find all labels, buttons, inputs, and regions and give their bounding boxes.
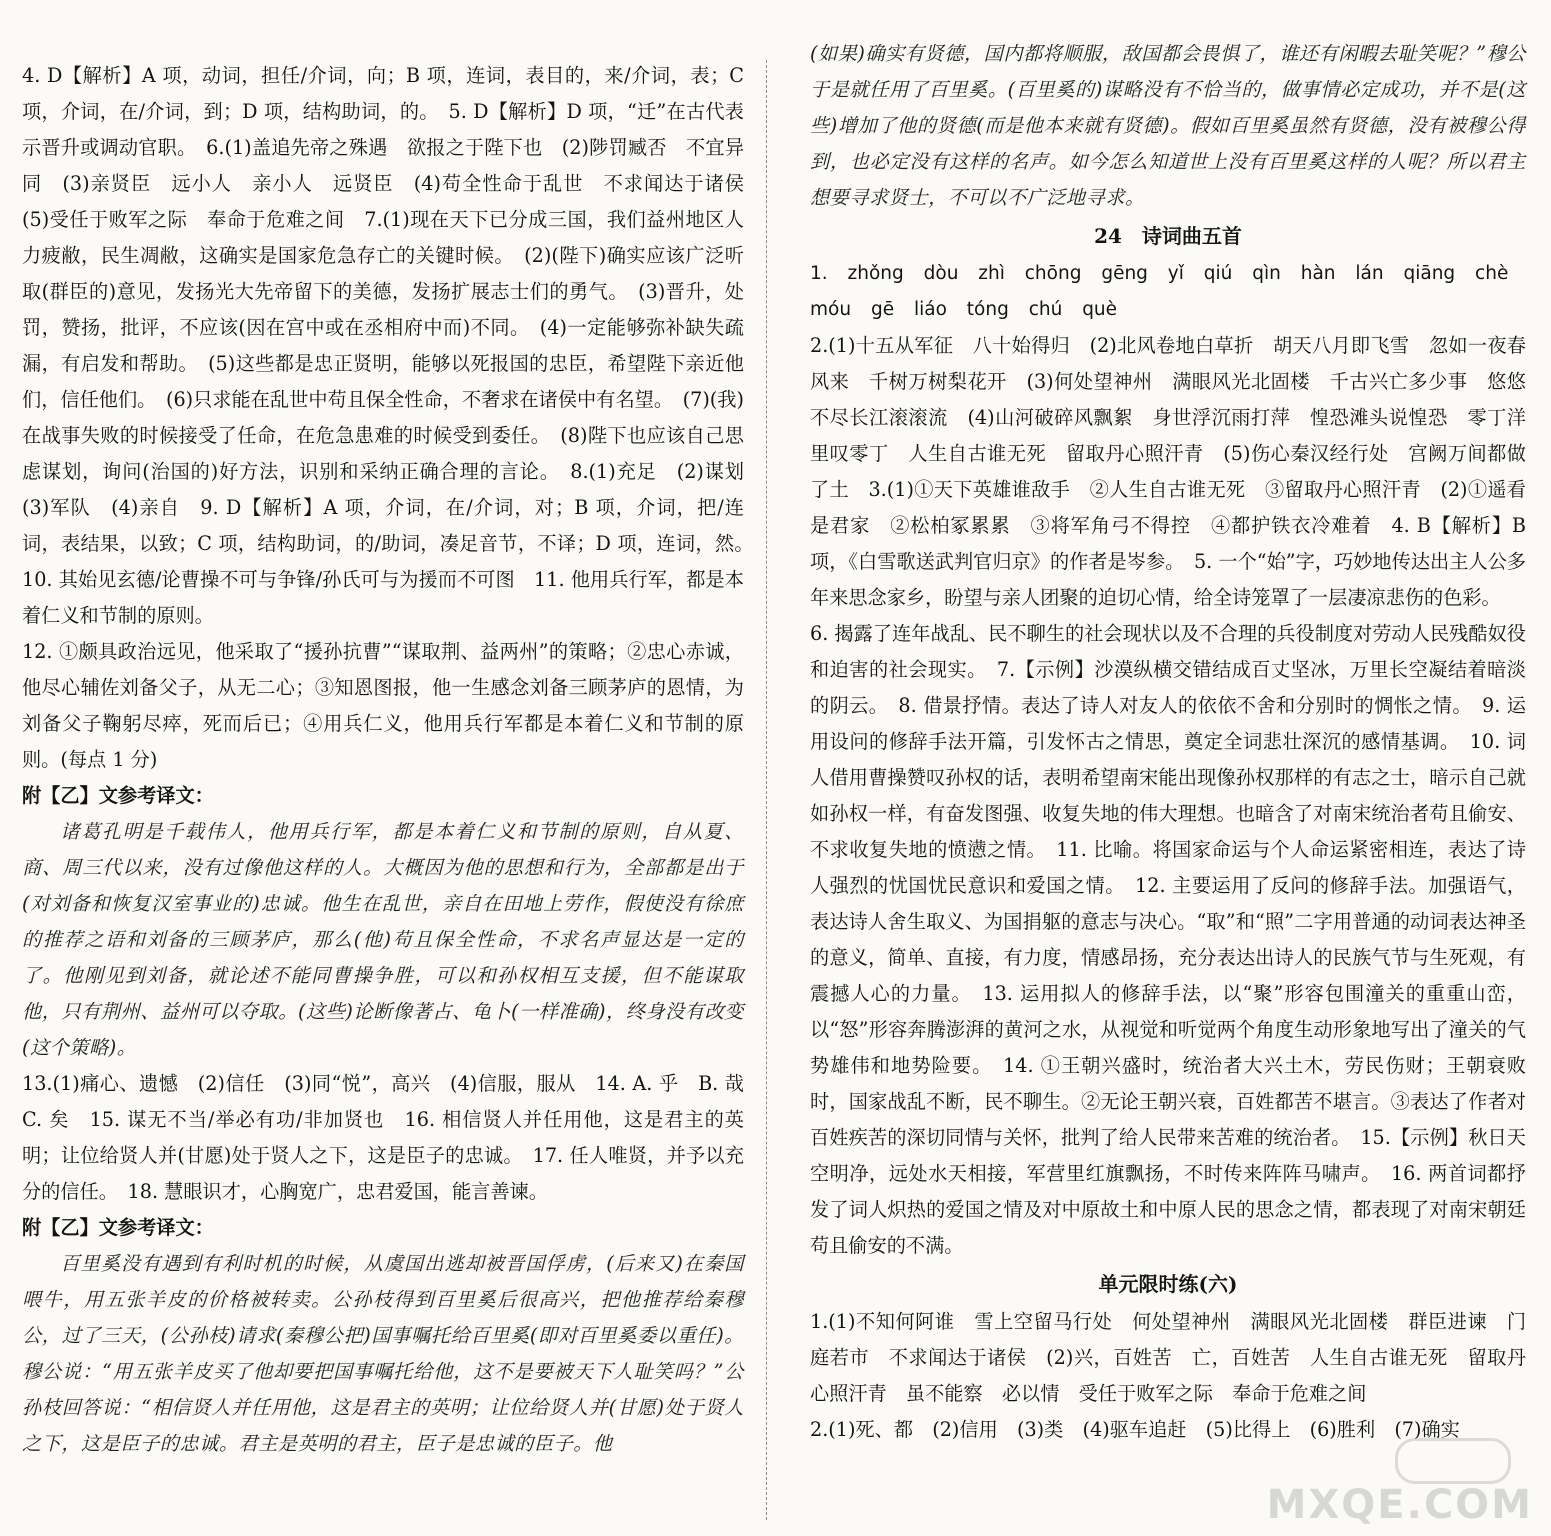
answer-block: 2.(1)十五从军征 八十始得归 (2)北风卷地白草折 胡天八月即飞雪 忽如一夜春风来 千树万树梨花开 (3)何处望神州 满眼风光北固楼 千古兴亡多少事 悠悠 不尽长江滚滚流 (4)山河破碎风飘絮 身世浮沉雨打萍 惶恐滩头说惶恐 零丁洋里叹零丁 人生自古谁无死 留取丹心照汗青 (5)伤心秦汉经行处 宫阙万间都做了土 3.(1)①天下英雄谁敌手 ②人生自古谁无死 ③留取丹心照汗青 (2)①遥看是君家 ②松柏冢累累 ③将军角弓不得控 ④都护铁衣冷难着 4. B【解析】B 项，《白雪歌送武判官归京》的作者是岑参。 5. 一个“始”字，巧妙地传达出主人公多年来思念家乡，盼望与亲人团聚的迫切心情，给全诗笼罩了一层凄凉悲伤的色彩。 [810, 334, 1546, 609]
answer-block: 4. D【解析】A 项，动词，担任/介词，向；B 项，连词，表目的，来/介词，表；C 项，介词，在/介词，到；D 项，结构助词，的。 5. D【解析】D 项，“迁”在古代表示晋升或调动官职。 6.(1)盖追先帝之殊遇 欲报之于陛下也 (2)陟罚臧否 不宜异同 (3)亲贤臣 远小人 亲小人 远贤臣 (4)苟全性命于乱世 不求闻达于诸侯 (5)受任于败军之际 奉命于危难之间 7.(1)现在天下已分成三国，我们益州地区人力疲敝，民生凋敝，这确实是国家危急存亡的关键时候。 (2)(陛下)确实应该广泛听取(群臣的)意见，发扬光大先帝留下的美德，发扬扩展志士们的勇气。 (3)晋升，处罚，赞扬，批评，不应该(因在宫中或在丞相府中而)不同。 (4)一定能够弥补缺失疏漏，有启发和帮助。 (5)这些都是忠正贤明，能够以死报国的忠臣，希望陛下亲近他们，信任他们。 (6)只求能在乱世中苟且保全性命，不奢求在诸侯中有名望。 (7)(我)在战事失败的时候接受了任命，在危急患难的时候受到委任。 (8)陛下也应该自己思虑谋划，询问(治国的)好方法，识别和采纳正确合理的言论。 8.(1)充足 (2)谋划 (3)军队 (4)亲自 9. D【解析】A 项，介词，在/介词，对；B 项，介词，把/连词，表结果，以致；C 项，结构助词，的/助词，凑足音节，不译；D 项，连词，然。 10. 其始见玄德/论曹操不可与争锋/孙氏可与为援而不可图 11. 他用兵行军，都是本着仁义和节制的原则。 [22, 64, 764, 627]
left-column [22, 58, 764, 1462]
answer-block: 13.(1)痛心、遗憾 (2)信任 (3)同“悦”，高兴 (4)信服，服从 14. A. 乎 B. 哉 C. 矣 15. 谋无不当/举必有功/非加贤也 16. 相信贤人并任用他，这是君主的英明；让位给贤人并(甘愿)处于贤人之下，这是臣子的忠诚。 17. 任人唯贤，并予以充分的信任。 18. 慧眼识才，心胸宽广，忠君爱国，能言善谏。 [22, 1072, 764, 1203]
translation-text: 百里奚没有遇到有利时机的时候，从虞国出逃却被晋国俘虏，(后来又)在秦国喂牛，用五张羊皮的价格被转卖。公孙枝得到百里奚后很高兴，把他推荐给秦穆公，过了三天，(公孙枝)请求(秦穆公把)国事嘱托给百里奚(即对百里奚委以重任)。穆公说：“用五张羊皮买了他却要把国事嘱托给他，这不是要被天下人耻笑吗？”公孙枝回答说：“相信贤人并任用他，这是君主的英明；让位给贤人并(甘愿)处于贤人之下，这是臣子的忠诚。君主是英明的君主，臣子是忠诚的臣子。他 [22, 1252, 744, 1455]
column-divider [766, 60, 767, 1520]
translation-continued: (如果)确实有贤德，国内都将顺服，敌国都会畏惧了，谁还有闲暇去耻笑呢？”穆公于是就任用了百里奚。(百里奚的)谋略没有不恰当的，做事情必定成功，并不是(这些)增加了他的贤德(而是他本来就有贤德)。假如百里奚虽然有贤德，没有被穆公得到，也必定没有这样的名声。如今怎么知道世上没有百里奚这样的人呢？所以君主想要寻求贤士，不可以不广泛地寻求。 [810, 42, 1526, 209]
pinyin-line: 1. zhǒng dòu zhì chōng gēng yǐ qiú qìn hàn lán qiāng chè [810, 263, 1509, 284]
watermark-badge [1395, 1438, 1511, 1484]
answer-block: 12. ①颇具政治远见，他采取了“援孙抗曹”“谋取荆、益两州”的策略；②忠心赤诚，他尽心辅佐刘备父子，从无二心；③知恩图报，他一生感念刘备三顾茅庐的恩情，为刘备父子鞠躬尽瘁，死而后已；④用兵仁义，他用兵行军都是本着仁义和节制的原则。(每点 1 分) [22, 640, 744, 771]
watermark: MXQE.COM [1266, 1482, 1533, 1528]
answer-block: 1.(1)不知何阿谁 雪上空留马行处 何处望神州 满眼风光北固楼 群臣进谏 门庭若市 不求闻达于诸侯 (2)兴，百姓苦 亡，百姓苦 人生自古谁无死 留取丹心照汗青 虽不能察 必以情 受任于败军之际 奉命于危难之间 [810, 1310, 1526, 1405]
translation-label: 附【乙】文参考译文： [22, 784, 214, 807]
pinyin-line: móu gē liáo tóng chú què [810, 299, 1118, 320]
answer-block: 6. 揭露了连年战乱、民不聊生的社会现状以及不合理的兵役制度对劳动人民残酷奴役和迫害的社会现实。 7.【示例】沙漠纵横交错结成百丈坚冰，万里长空凝结着暗淡的阴云。 8. 借景抒情。表达了诗人对友人的依依不舍和分别时的惆怅之情。 9. 运用设问的修辞手法开篇，引发怀古之情思，奠定全词悲壮深沉的感情基调。 10. 词人借用曹操赞叹孙权的话，表明希望南宋能出现像孙权那样的有志之士，暗示自己就如孙权一样，有奋发图强、收复失地的伟大理想。也暗含了对南宋统治者苟且偷安、不求收复失地的愤懑之情。 11. 比喻。将国家命运与个人命运紧密相连，表达了诗人强烈的忧国忧民意识和爱国之情。 12. 主要运用了反问的修辞手法。加强语气，表达诗人舍生取义、为国捐躯的意志与决心。“取”和“照”二字用普通的动词表达神圣的意义，简单、直接，有力度，情感昂扬，充分表达出诗人的民族气节与生死观，有震撼人心的力量。 13. 运用拟人的修辞手法，以“聚”形容包围潼关的重重山峦，以“怒”形容奔腾澎湃的黄河之水，从视觉和听觉两个角度生动形象地写出了潼关的气势雄伟和地势险要。 14. ①王朝兴盛时，统治者大兴土木，劳民伤财；王朝衰败时，国家战乱不断，民不聊生。②无论王朝兴衰，百姓都苦不堪言。③表达了作者对百姓疾苦的深切同情与关怀，批判了给人民带来苦难的统治者。 15.【示例】秋日天空明净，远处水天相接，军营里红旗飘扬，不时传来阵阵马啸声。 16. 两首词都抒发了词人炽热的爱国之情及对中原故土和中原人民的思念之情，都表现了对南宋朝廷苟且偷安的不满。 [810, 622, 1526, 1257]
translation-label: 附【乙】文参考译文： [22, 1216, 214, 1239]
section-heading: 24 诗词曲五首 [1094, 224, 1242, 248]
right-column [810, 42, 1546, 1448]
section-heading: 单元限时练(六) [1098, 1272, 1238, 1296]
translation-text: 诸葛孔明是千载伟人，他用兵行军，都是本着仁义和节制的原则，自从夏、商、周三代以来，没有过像他这样的人。大概因为他的思想和行为，全部都是出于(对刘备和恢复汉室事业的)忠诚。他生在乱世，亲自在田地上劳作，假使没有徐庶的推荐之语和刘备的三顾茅庐，那么(他)苟且保全性命，不求名声显达是一定的了。他刚见到刘备，就论述不能同曹操争胜，可以和孙权相互支援，但不能谋取他，只有荆州、益州可以夺取。(这些)论断像著占、龟卜(一样准确)，终身没有改变(这个策略)。 [22, 820, 744, 1059]
answer-block: 2.(1)死、都 (2)信用 (3)类 (4)驱车追赶 (5)比得上 (6)胜利 (7)确实 [810, 1418, 1460, 1441]
